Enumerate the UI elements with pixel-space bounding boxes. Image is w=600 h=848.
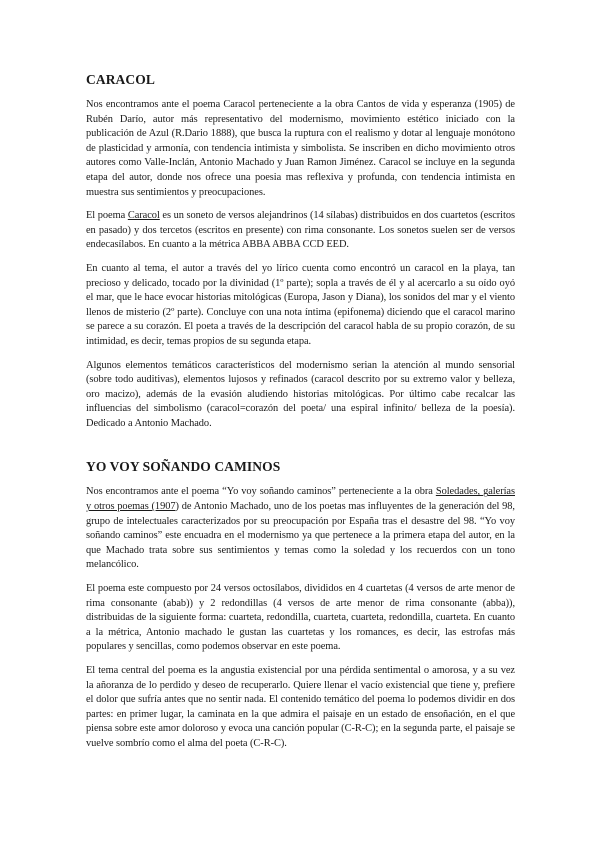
text: ) de Antonio Machado, uno de los poetas mas influyentes de la generación del 98, grupo de intelectuales caracterizados por su preocupación por España tras el desastre del 98. “Yo voy soñando caminos” este encuadra en el modernismo ya que pertenece a la primera etapa del autor, en la que Machado trata sobre sus sentimientos y temas como la soledad y los recuerdos con un tono melancólico. bbox=[86, 501, 515, 571]
paragraph: El poema este compuesto por 24 versos octosílabos, divididos en 4 cuartetas (4 versos de arte menor de rima consonante (abab)) y 2 redondillas (4 versos de arte menor de rima consonante (abba)), distribuidas de la siguiente forma: cuarteta, redondilla, cuarteta, cuarteta, redondilla, cuarteta. En cuanto a la métrica, Antonio machado le gustan las cuartetas y los romances, es decir, las estrofas más populares y sencillas, como podemos observar en este poema. bbox=[86, 583, 515, 653]
section-title-yo-voy-sonando-caminos: YO VOY SOÑANDO CAMINOS bbox=[86, 459, 281, 475]
paragraph bbox=[86, 485, 515, 573]
text: es un soneto de versos alejandrinos (14 sílabas) distribuidos en dos cuartetos (escritos en pasado) y dos tercetos (escritos en presente) con rima consonante. Los sonetos suelen ser de versos endecasílabos. En cuanto a la métrica ABBA ABBA CCD EED. bbox=[86, 210, 515, 251]
section-title-caracol: CARACOL bbox=[86, 72, 155, 87]
paragraph: Algunos elementos temáticos característicos del modernismo serian la atención al mundo sensorial (sobre todo auditivas), elementos lujosos y refinados (caracol descrito por su extremo valor y belleza, oro macizo), además de la evasión aludiendo historias mitológicas. Por último cabe recalcar las influencias del simbolismo (caracol=corazón del poeta/ una espiral infinito/ belleza de la poesía). Dedicado a Antonio Machado. bbox=[86, 359, 515, 429]
paragraph: En cuanto al tema, el autor a través del yo lírico cuenta como encontró un caracol en la playa, tan precioso y delicado, tocado por la divinidad (1º parte); sopla a través de él y al acercarlo a su oído oyó el mar, que le hace evocar historias mitológicas (Europa, Jason y Diana), los sonidos del mar y el viento llenos de misterio (2º parte). Concluye con una nota íntima (epifonema) diciendo que el caracol marino se parece a su corazón. El poeta a través de la descripción del caracol habla de su propio corazón, de su intimidad, es decir, temas propios de su segunda etapa. bbox=[86, 262, 515, 347]
underlined-book-title: Soledades, galerías y otros poemas (1907 bbox=[86, 486, 515, 513]
text: Nos encontramos ante el poema “Yo voy soñando caminos” perteneciente a la obra bbox=[86, 486, 436, 498]
paragraph bbox=[86, 209, 515, 253]
text: El poema bbox=[86, 210, 128, 222]
underlined-title-caracol: Caracol bbox=[127, 210, 160, 222]
paragraph: Nos encontramos ante el poema Caracol perteneciente a la obra Cantos de vida y esperanza (1905) de Rubén Darío, autor más representativo del modernismo, movimiento estético iniciado con la publicación de Azul (R.Dario 1888), que busca la ruptura con el realismo y dotar al lenguaje monótono de plasticidad y armonía, con tendencia intimista y simbolista. Se inscriben en dicho movimiento otros autores como Valle-Inclán, Antonio Machado y Juan Ramon Jiménez. Caracol se incluye en la segunda etapa del autor, donde nos ofrece una poesia mas reflexiva y profunda, con tendencia intimista en muestra sus sentimientos y preocupaciones. bbox=[86, 99, 515, 198]
paragraph: El tema central del poema es la angustia existencial por una pérdida sentimental o amorosa, y a su vez la añoranza de lo perdido y deseo de recuperarlo. Quiere llenar el vacío existencial que tiene y, prefiere el dolor que sufría antes que no sentir nada. El contenido temático del poema lo podemos dividir en dos partes: en primer lugar, la caminata en la que admira el paisaje en un estado de ensoñación, en el que piensa sobre este amor doloroso y evoca una canción popular (C-R-C); en la segunda parte, el paisaje se vuelve sombrío como el alma del poeta (C-R-C). bbox=[86, 665, 515, 749]
document-body bbox=[86, 72, 515, 761]
